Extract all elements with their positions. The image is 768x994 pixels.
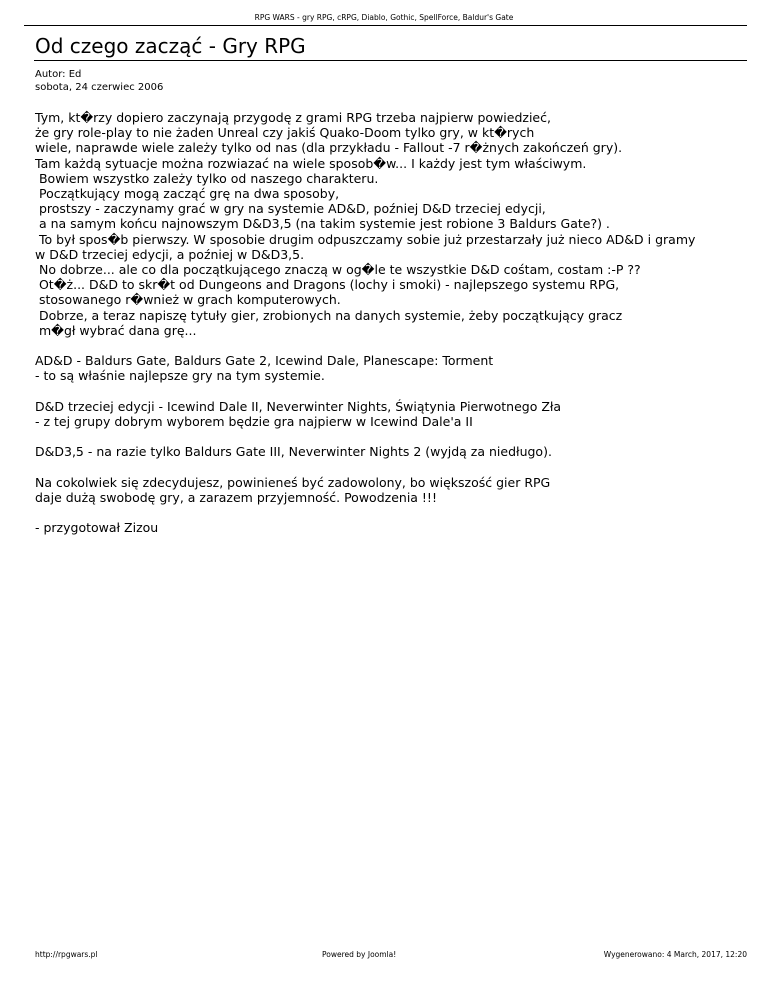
article-line: Ot�ż... D&D to skr�t od Dungeons and Dragons (lochy i smoki) - najlepszego systemu RPG,: [35, 277, 620, 293]
paragraph-spacer: [35, 460, 747, 475]
article-line: że gry role-play to nie żaden Unreal czy jakiś Quako-Doom tylko gry, w kt�rych: [35, 125, 535, 141]
article-paragraph: [35, 353, 747, 383]
article-line: a na samym końcu najnowszym D&D3,5 (na takim systemie jest robione 3 Baldurs Gate?) .: [35, 216, 610, 232]
paragraph-spacer: [35, 338, 747, 353]
article-line: stosowanego r�wnież w grach komputerowych.: [35, 292, 341, 308]
article-line: Tym, kt�rzy dopiero zaczynają przygodę z grami RPG trzeba najpierw powiedzieć,: [35, 110, 551, 125]
article-line: AD&D - Baldurs Gate, Baldurs Gate 2, Icewind Dale, Planescape: Torment: [35, 353, 494, 369]
article-line: prostszy - zaczynamy grać w gry na systemie AD&D, poźniej D&D trzeciej edycji,: [35, 201, 546, 217]
article-paragraph: [35, 520, 747, 535]
title-divider: [34, 60, 747, 61]
article-line: - to są właśnie najlepsze gry na tym systemie.: [35, 368, 325, 384]
article-paragraph: [35, 399, 747, 429]
article-line: daje dużą swobodę gry, a zarazem przyjemność. Powodzenia !!!: [35, 490, 437, 506]
article-line: Początkujący mogą zacząć grę na dwa sposoby,: [35, 186, 340, 202]
article-line: Bowiem wszystko zależy tylko od naszego charakteru.: [35, 170, 379, 186]
site-header: RPG WARS - gry RPG, cRPG, Diablo, Gothic, SpellForce, Baldur's Gate: [254, 13, 514, 22]
article-line: Tam każdą sytuacje można rozwiazać na wiele sposob�w... I każdy jest tym właściwym.: [35, 155, 587, 171]
article-line: Dobrze, a teraz napiszę tytuły gier, zrobionych na danych systemie, żeby początkujący gracz: [35, 307, 623, 323]
footer-powered-by: Powered by Joomla!: [322, 950, 397, 959]
footer-generated-date: Wygenerowano: 4 March, 2017, 12:20: [603, 950, 747, 959]
article-title: Od czego zacząć - Gry RPG: [35, 34, 306, 58]
article-line: D&D3,5 - na razie tylko Baldurs Gate III, Neverwinter Nights 2 (wyjdą za niedługo).: [35, 444, 552, 460]
article-line: w D&D trzeciej edycji, a poźniej w D&D3,5.: [35, 246, 305, 262]
article-paragraph: [35, 475, 747, 505]
article-author: Autor: Ed: [35, 69, 82, 80]
paragraph-spacer: [35, 505, 747, 520]
article-line: Na cokolwiek się zdecydujesz, powinieneś być zadowolony, bo większość gier RPG: [35, 474, 551, 490]
article-meta: [35, 68, 163, 94]
article-paragraph: [35, 444, 747, 459]
article-line: To był spos�b pierwszy. W sposobie drugim odpuszczamy sobie już przestarzały już nieco AD&D i gramy: [35, 231, 696, 247]
article-paragraph: [35, 110, 747, 338]
article-body: [35, 110, 747, 536]
paragraph-spacer: [35, 384, 747, 399]
paragraph-spacer: [35, 429, 747, 444]
article-line: No dobrze... ale co dla początkującego znaczą w og�le te wszystkie D&D cośtam, costam :-P ??: [35, 262, 641, 278]
article-line: D&D trzeciej edycji - Icewind Dale II, Neverwinter Nights, Świątynia Pierwotnego Zła: [35, 398, 562, 414]
article-line: wiele, naprawde wiele zależy tylko od nas (dla przykładu - Fallout -7 r�żnych zakończeń gry).: [35, 140, 623, 156]
article-line: m�gł wybrać dana grę...: [35, 322, 197, 338]
article-line: - z tej grupy dobrym wyborem będzie gra najpierw w Icewind Dale'a II: [35, 414, 473, 430]
header-divider: [24, 25, 747, 26]
article-line: - przygotował Zizou: [35, 520, 159, 536]
article-date: sobota, 24 czerwiec 2006: [35, 82, 164, 93]
footer-site-url[interactable]: http://rpgwars.pl: [35, 950, 98, 959]
